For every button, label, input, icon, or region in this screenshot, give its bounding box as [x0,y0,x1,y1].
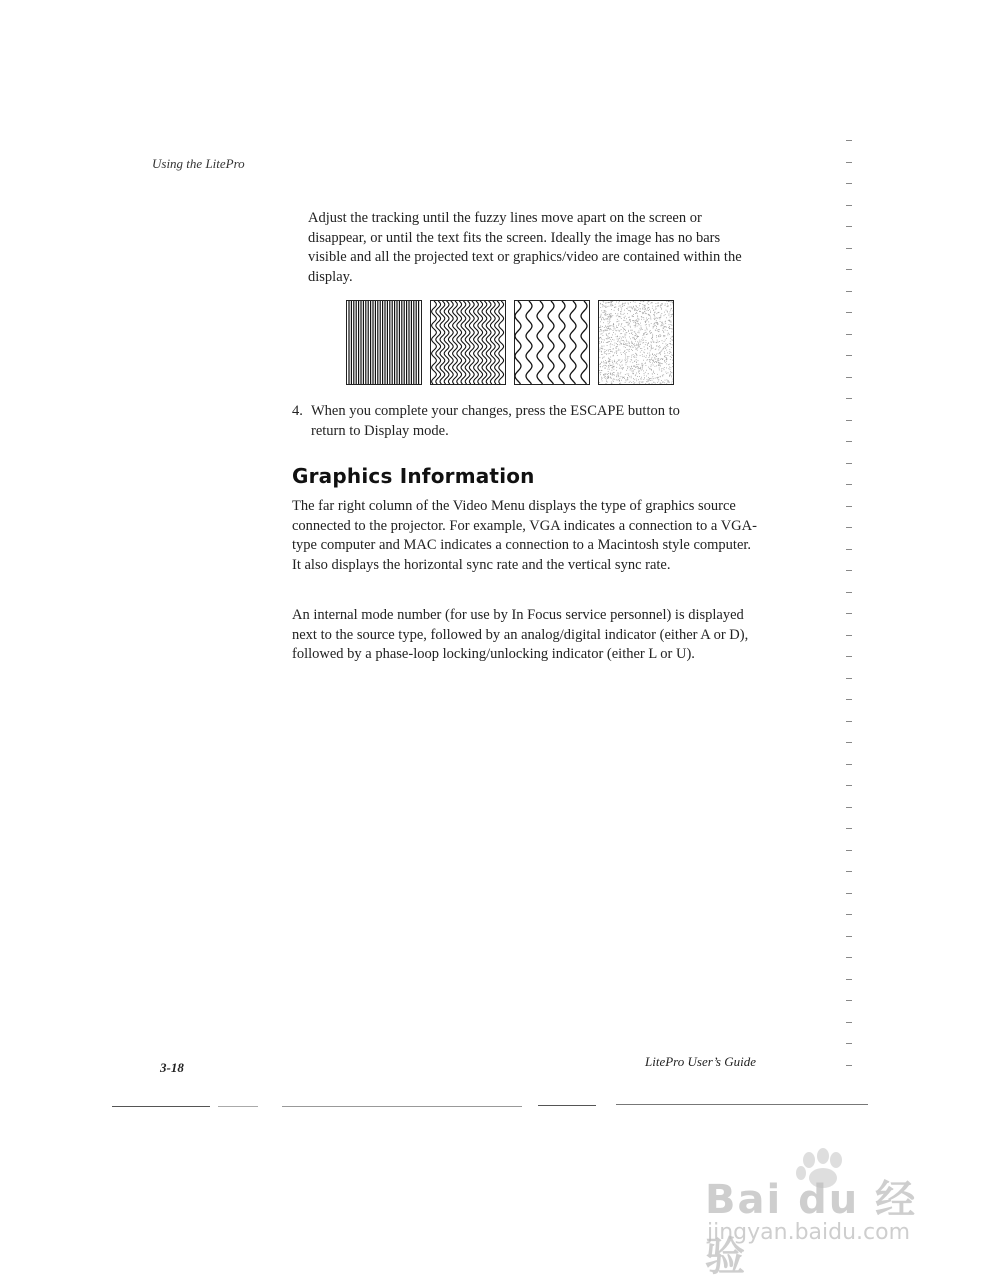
scan-edge-mark [846,785,852,786]
scan-edge-mark [846,850,852,851]
scan-edge-mark [846,807,852,808]
scan-edge-mark [846,721,852,722]
pattern-tight-wavy-lines [430,300,506,385]
scan-edge-mark [846,355,852,356]
running-header: Using the LitePro [152,156,245,172]
scan-edge-mark [846,377,852,378]
scan-edge-mark [846,635,852,636]
scan-edge-mark [846,205,852,206]
step-number: 4. [292,402,311,422]
step-text-line1: When you complete your changes, press the ESCAPE button to [311,403,680,419]
mode-number-paragraph: An internal mode number (for use by In Focus service personnel) is displayed next to the source type, followed by an analog/digital indicator (either A or D), followed by a phase-loop locking/unlocking indicator (either L or U). [292,606,762,665]
scan-edge-mark [846,248,852,249]
scan-edge-mark [846,334,852,335]
scan-edge-mark [846,1022,852,1023]
scan-edge-mark [846,549,852,550]
scan-rule [112,1106,210,1107]
scan-edge-mark [846,1065,852,1066]
section-heading: Graphics Information [292,464,535,488]
scan-edge-mark [846,140,852,141]
pattern-clear-stipple [598,300,674,385]
scan-rule [218,1106,258,1107]
graphics-source-paragraph: The far right column of the Video Menu displays the type of graphics source connected to the projector. For example, VGA indicates a connection to a VGA-type computer and MAC indicates a connection to a Macintosh style computer. It also displays the horizontal sync rate and the vertical sync rate. [292,497,762,575]
scan-edge-mark [846,398,852,399]
scan-edge-mark [846,269,852,270]
scan-edge-mark [846,420,852,421]
scan-edge-mark [846,570,852,571]
baidu-jingyan-watermark [705,1140,935,1260]
scan-rule [282,1106,522,1107]
scan-edge-mark [846,441,852,442]
scan-edge-mark [846,162,852,163]
scan-edge-mark [846,957,852,958]
scan-edge-mark [846,893,852,894]
scan-edge-mark [846,592,852,593]
scan-edge-mark [846,979,852,980]
step-4 [292,402,742,441]
scan-edge-mark [846,742,852,743]
scan-edge-mark [846,914,852,915]
pattern-dense-vertical-lines [346,300,422,385]
scan-edge-mark [846,699,852,700]
scan-edge-mark [846,183,852,184]
step-text-line2: return to Display mode. [292,422,742,442]
scan-edge-mark [846,463,852,464]
watermark-url: jingyan.baidu.com [707,1220,910,1245]
scan-edge-mark [846,656,852,657]
scan-edge-mark [846,828,852,829]
guide-title: LitePro User’s Guide [645,1054,756,1070]
scan-edge-mark [846,871,852,872]
page-number: 3-18 [160,1060,184,1076]
scan-edge-mark [846,678,852,679]
scan-rule [616,1104,868,1105]
watermark-brand: Bai du 经验 [705,1168,935,1282]
scan-edge-mark [846,1000,852,1001]
scan-rule [538,1105,596,1106]
scan-edge-mark [846,291,852,292]
scan-edge-mark [846,312,852,313]
pattern-loose-wavy-lines [514,300,590,385]
scan-edge-mark [846,613,852,614]
scan-edge-mark [846,484,852,485]
scan-edge-mark [846,527,852,528]
scan-edge-mark [846,936,852,937]
scan-edge-mark [846,764,852,765]
scan-edge-mark [846,506,852,507]
scan-edge-mark [846,1043,852,1044]
tracking-paragraph: Adjust the tracking until the fuzzy lines move apart on the screen or disappear, or until the text fits the screen. Ideally the image has no bars visible and all the projected text or graphics/video are contained within the display. [308,209,758,287]
scan-edge-mark [846,226,852,227]
